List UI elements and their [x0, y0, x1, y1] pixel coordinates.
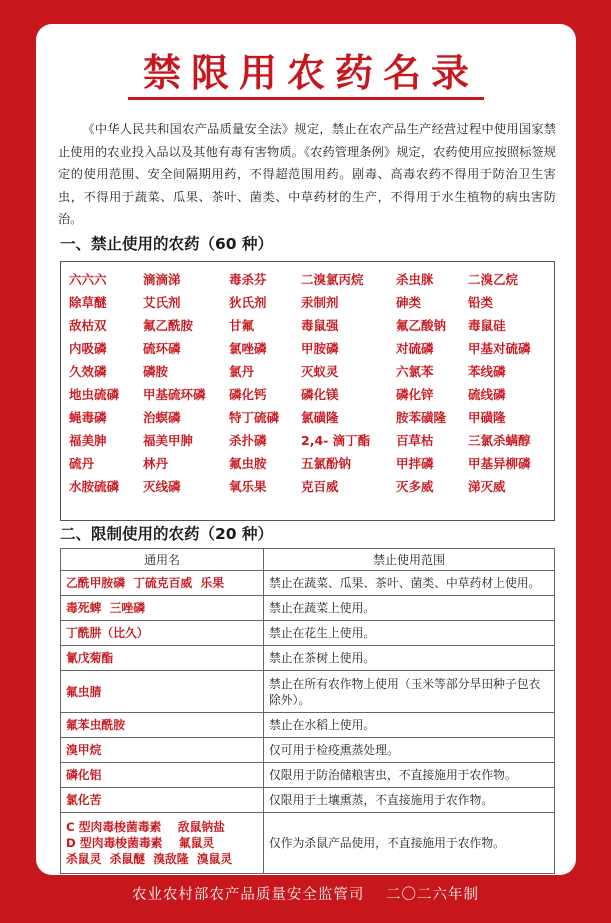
banned-pesticide-item: 硫线磷	[468, 386, 506, 402]
title-underline	[128, 97, 484, 100]
banned-pesticide-item: 二溴氯丙烷	[301, 271, 364, 287]
pesticide-name-cell: 乙酰甲胺磷 丁硫克百威 乐果	[61, 571, 264, 596]
banned-pesticide-item: 百草枯	[396, 432, 434, 448]
banned-pesticide-item: 毒鼠硅	[468, 317, 506, 333]
banned-pesticide-item: 砷类	[396, 294, 422, 310]
banned-pesticide-item: 磷化镁	[301, 386, 339, 402]
banned-pesticide-item: 磷化锌	[396, 386, 434, 402]
banned-pesticide-item: 磷化钙	[229, 386, 267, 402]
banned-pesticide-item: 狄氏剂	[229, 294, 267, 310]
column-header-scope: 禁止使用范围	[264, 549, 555, 571]
footer-year: 二〇二六年制	[386, 887, 480, 903]
table-row	[61, 788, 555, 813]
banned-pesticide-item: 毒杀芬	[229, 271, 267, 287]
table-row	[61, 571, 555, 596]
banned-pesticide-item: 久效磷	[69, 363, 107, 379]
banned-pesticide-item: 氧乐果	[229, 478, 267, 494]
restriction-scope-cell: 仅限用于土壤熏蒸，不直接施用于农作物。	[264, 788, 555, 813]
banned-pesticide-item: 甲胺磷	[301, 340, 339, 356]
banned-pesticide-item: 除草醚	[69, 294, 107, 310]
pesticide-name-line: 杀鼠灵 杀鼠醚 溴敌隆 溴鼠灵	[66, 852, 233, 866]
banned-pesticide-item: 涕灭威	[468, 478, 506, 494]
banned-pesticide-item: 杀扑磷	[229, 432, 267, 448]
footer-org: 农业农村部农产品质量安全监管司	[131, 887, 365, 903]
pesticide-name-cell: 毒死蜱 三唑磷	[61, 596, 264, 621]
banned-pesticide-item: 杀虫脒	[396, 271, 434, 287]
banned-pesticide-item: 水胺硫磷	[69, 478, 120, 494]
restriction-scope-cell: 仅可用于检疫熏蒸处理。	[264, 738, 555, 763]
page-title: 禁限用农药名录	[142, 50, 479, 95]
banned-pesticide-item: 甘氟	[229, 317, 255, 333]
table-row	[61, 763, 555, 788]
pesticide-name-cell: 氰戊菊酯	[61, 646, 264, 671]
table-row	[61, 738, 555, 763]
restriction-scope-cell: 禁止在蔬菜上使用。	[264, 596, 555, 621]
banned-pesticide-item: 三氯杀螨醇	[468, 432, 531, 448]
banned-pesticide-item: 氯磺隆	[301, 409, 339, 425]
banned-pesticide-item: 滴滴涕	[143, 271, 181, 287]
banned-pesticide-item: 甲基硫环磷	[143, 386, 206, 402]
banned-pesticide-item: 氯唑磷	[229, 340, 267, 356]
banned-pesticides-box	[60, 261, 555, 521]
banned-pesticide-item: 艾氏剂	[143, 294, 181, 310]
banned-pesticide-item: 灭多威	[396, 478, 434, 494]
banned-pesticide-item: 六六六	[69, 271, 107, 287]
banned-pesticide-item: 硫丹	[69, 455, 95, 471]
pesticide-name-cell: 溴甲烷	[61, 738, 264, 763]
footer	[0, 883, 611, 904]
restriction-scope-cell: 禁止在花生上使用。	[264, 621, 555, 646]
banned-pesticide-item: 苯线磷	[468, 363, 506, 379]
banned-pesticide-item: 甲基异柳磷	[468, 455, 531, 471]
banned-pesticide-item: 胺苯磺隆	[396, 409, 447, 425]
section-restricted-title: 二、限制使用的农药（20 种）	[60, 525, 273, 543]
banned-pesticide-item: 特丁硫磷	[229, 409, 280, 425]
restriction-scope-cell: 仅作为杀鼠产品使用，不直接施用于农作物。	[264, 813, 555, 874]
pesticide-name-cell: 磷化铝	[61, 763, 264, 788]
banned-pesticide-item: 氟乙酰胺	[143, 317, 194, 333]
banned-pesticide-item: 甲拌磷	[396, 455, 434, 471]
restriction-scope-cell: 禁止在茶树上使用。	[264, 646, 555, 671]
banned-pesticide-item: 福美胂	[69, 432, 107, 448]
banned-pesticide-item: 甲磺隆	[468, 409, 506, 425]
restriction-scope-cell: 禁止在蔬菜、瓜果、茶叶、菌类、中草药材上使用。	[264, 571, 555, 596]
pesticide-name-line: C 型肉毒梭菌毒素 敌鼠钠盐	[66, 820, 225, 834]
intro-paragraph: 《中华人民共和国农产品质量安全法》规定，禁止在农产品生产经营过程中使用国家禁止使用的农业投入品以及其他有毒有害物质。《农药管理条例》规定，农药使用应按照标签规定的使用范围、安全间隔期用药，不得超范围用药。剧毒、高毒农药不得用于防治卫生害虫，不得用于蔬菜、瓜果、茶叶、菌类、中草药材的生产，不得用于水生植物的病虫害防治。	[58, 122, 556, 227]
banned-pesticide-item: 五氯酚钠	[301, 455, 352, 471]
banned-pesticide-item: 甲基对硫磷	[468, 340, 531, 356]
banned-pesticide-item: 六氯苯	[396, 363, 434, 379]
restricted-pesticides-table	[60, 548, 555, 874]
table-row	[61, 813, 555, 874]
section-banned-title: 一、禁止使用的农药（60 种）	[60, 235, 273, 253]
pesticide-name-cell	[61, 813, 264, 874]
banned-pesticide-item: 汞制剂	[301, 294, 339, 310]
table-row	[61, 621, 555, 646]
banned-pesticide-item: 硫环磷	[143, 340, 181, 356]
pesticide-name-cell: 氯化苦	[61, 788, 264, 813]
banned-pesticide-item: 毒鼠强	[301, 317, 339, 333]
banned-pesticide-item: 灭蚁灵	[301, 363, 339, 379]
table-row	[61, 646, 555, 671]
table-row	[61, 713, 555, 738]
pesticide-name-line: D 型肉毒梭菌毒素 氟鼠灵	[66, 836, 215, 850]
column-header-name: 通用名	[61, 549, 264, 571]
banned-pesticide-item: 2,4- 滴丁酯	[301, 432, 371, 448]
table-row	[61, 596, 555, 621]
table-row	[61, 671, 555, 713]
banned-pesticide-item: 林丹	[143, 455, 169, 471]
banned-pesticide-item: 铅类	[468, 294, 494, 310]
banned-pesticides-grid	[69, 267, 554, 497]
banned-pesticide-item: 二溴乙烷	[468, 271, 519, 287]
pesticide-name-cell: 氟苯虫酰胺	[61, 713, 264, 738]
pesticide-name-cell: 丁酰肼（比久）	[61, 621, 264, 646]
banned-pesticide-item: 磷胺	[143, 363, 169, 379]
banned-pesticide-item: 氟乙酸钠	[396, 317, 447, 333]
banned-pesticide-item: 灭线磷	[143, 478, 181, 494]
banned-pesticide-item: 氟虫胺	[229, 455, 267, 471]
banned-pesticide-item: 福美甲胂	[143, 432, 194, 448]
restriction-scope-cell: 仅限用于防治储粮害虫，不直接施用于农作物。	[264, 763, 555, 788]
banned-pesticide-item: 治螟磷	[143, 409, 181, 425]
restriction-scope-cell: 禁止在水稻上使用。	[264, 713, 555, 738]
restriction-scope-cell: 禁止在所有农作物上使用（玉米等部分旱田种子包衣除外）。	[264, 671, 555, 713]
banned-pesticide-item: 敌枯双	[69, 317, 107, 333]
banned-pesticide-item: 内吸磷	[69, 340, 107, 356]
banned-pesticide-item: 地虫硫磷	[69, 386, 120, 402]
banned-pesticide-item: 对硫磷	[396, 340, 434, 356]
pesticide-name-cell: 氟虫腈	[61, 671, 264, 713]
notice-card	[36, 24, 576, 875]
banned-pesticide-item: 蝇毒磷	[69, 409, 107, 425]
banned-pesticide-item: 氯丹	[229, 363, 255, 379]
banned-pesticide-item: 克百威	[301, 478, 339, 494]
